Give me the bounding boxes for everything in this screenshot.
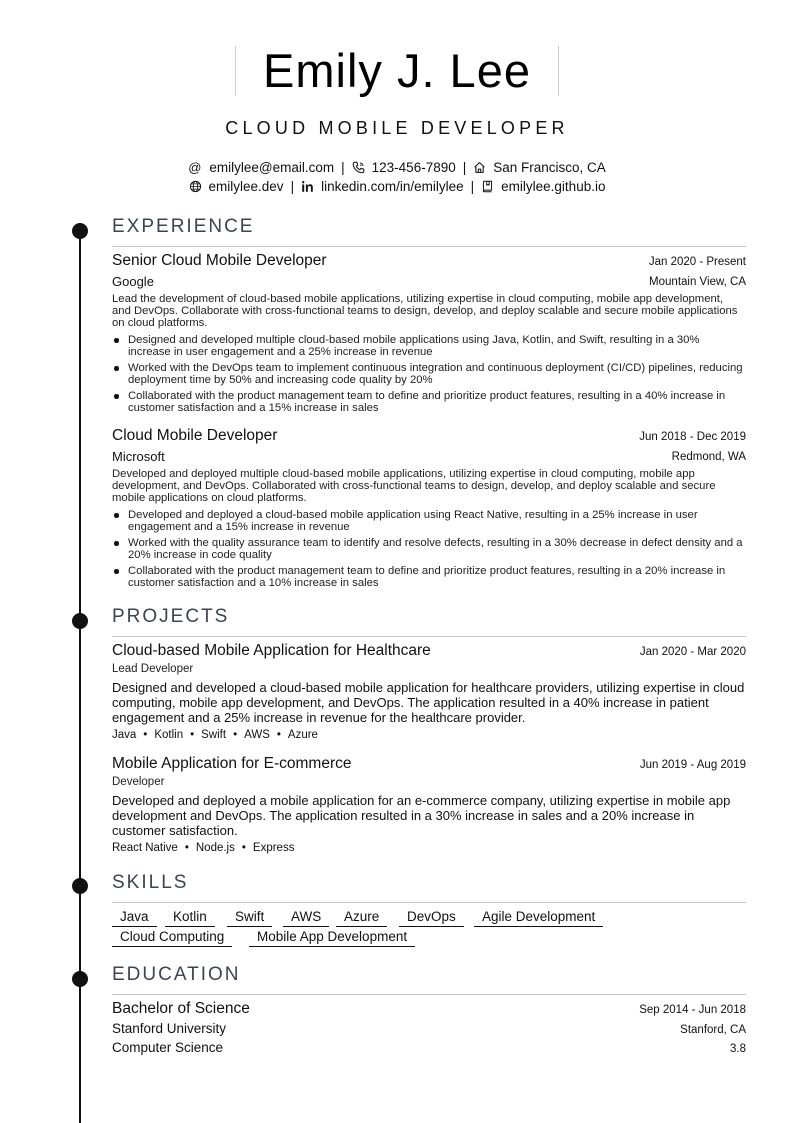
skill-tag: Swift	[227, 909, 272, 927]
timeline-dot-projects	[72, 613, 88, 629]
contact-separator: |	[470, 179, 475, 194]
github-text: emilylee.github.io	[501, 179, 606, 194]
company-name: Microsoft	[112, 449, 165, 464]
section-divider	[112, 246, 746, 247]
job-location: Redmond, WA	[671, 451, 746, 463]
location-text: San Francisco, CA	[493, 160, 606, 175]
tech-item: Swift	[201, 729, 227, 741]
job-summary: Developed and deployed multiple cloud-based mobile applications, utilizing expertise in cloud computing, mobile app development, and DevOps. Collaborated with cross-functional teams to design, develop, and deploy scalable and secure mobile applications on cloud platforms.	[112, 468, 716, 505]
repository-icon	[481, 180, 494, 193]
phone-contact[interactable]	[352, 159, 456, 177]
project-description: Designed and developed a cloud-based mobile application for healthcare providers, utilizing expertise in cloud computing, mobile app development, and DevOps. The application resulted in a 40% increase in patient engagement and a 25% increase in revenue for the healthcare provider.	[112, 680, 745, 725]
job-summary: Lead the development of cloud-based mobile applications, utilizing expertise in cloud computing, mobile app development, and DevOps. Collaborate with cross-functional teams to design, develop, and deploy scalable and secure mobile applications on cloud platforms.	[112, 293, 738, 330]
school-location: Stanford, CA	[680, 1024, 746, 1036]
contact-line-1	[0, 159, 794, 177]
section-divider	[112, 994, 746, 995]
tech-separator: •	[276, 729, 281, 741]
email-text: emilylee@email.com	[209, 160, 335, 175]
timeline-dot-education	[72, 971, 88, 987]
tech-separator: •	[143, 729, 148, 741]
skill-tag: Agile Development	[474, 909, 603, 927]
list-item: Worked with the quality assurance team to identify and resolve defects, resulting in a 30% decrease in defect density and a 20% increase in code quality	[112, 537, 744, 561]
field-of-study: Computer Science	[112, 1040, 224, 1055]
school-name: Stanford University	[112, 1021, 227, 1036]
skill-tag: Mobile App Development	[249, 929, 415, 947]
tech-separator: •	[233, 729, 238, 741]
degree-name: Bachelor of Science	[112, 1000, 250, 1017]
phone-icon	[352, 161, 365, 174]
email-contact[interactable]	[188, 159, 334, 177]
tech-item: Express	[252, 842, 295, 854]
project-role: Developer	[112, 776, 165, 788]
tech-item: Java	[112, 729, 137, 741]
website-contact[interactable]	[189, 178, 284, 196]
skill-tag: AWS	[283, 909, 329, 927]
project-tech-list	[112, 842, 294, 854]
project-role: Lead Developer	[112, 663, 194, 675]
globe-icon	[189, 180, 202, 193]
tech-separator: •	[241, 842, 246, 854]
project-dates: Jun 2019 - Aug 2019	[639, 759, 746, 771]
gpa-value: 3.8	[730, 1043, 746, 1055]
job-dates: Jun 2018 - Dec 2019	[639, 431, 746, 443]
home-icon	[473, 161, 486, 174]
contact-line-2	[0, 178, 794, 196]
timeline-line	[79, 230, 81, 1123]
list-item: Collaborated with the product management team to define and prioritize product features, resulting in a 20% increase in customer satisfaction and a 10% increase in sales	[112, 565, 744, 589]
job-title: Senior Cloud Mobile Developer	[112, 252, 327, 269]
project-description: Developed and deployed a mobile application for an e-commerce company, utilizing expertise in mobile app development and DevOps. The application resulted in a 30% increase in sales and a 20% increase in customer satisfaction.	[112, 793, 731, 838]
contact-separator: |	[462, 160, 467, 175]
section-title-experience: EXPERIENCE	[112, 216, 255, 237]
tech-separator: •	[190, 729, 195, 741]
skill-tag: DevOps	[399, 909, 464, 927]
job-bullets	[112, 509, 744, 593]
section-title-skills: SKILLS	[112, 872, 189, 893]
project-title: Mobile Application for E-commerce	[112, 755, 352, 772]
phone-text: 123-456-7890	[371, 160, 456, 175]
skill-tag: Kotlin	[165, 909, 215, 927]
skill-tag: Java	[112, 909, 157, 927]
job-role-title: CLOUD MOBILE DEVELOPER	[225, 118, 569, 138]
section-divider	[112, 636, 746, 637]
company-name: Google	[112, 274, 154, 289]
section-title-education: EDUCATION	[112, 964, 241, 985]
skill-tag: Cloud Computing	[112, 929, 232, 947]
linkedin-contact[interactable]	[301, 178, 464, 196]
project-tech-list	[112, 729, 318, 741]
tech-item: Azure	[287, 729, 318, 741]
tech-item: Kotlin	[154, 729, 184, 741]
section-title-projects: PROJECTS	[112, 606, 230, 627]
linkedin-icon	[301, 180, 314, 193]
project-title: Cloud-based Mobile Application for Healthcare	[112, 642, 431, 659]
tech-item: AWS	[244, 729, 270, 741]
at-icon: @	[188, 160, 202, 175]
list-item: Developed and deployed a cloud-based mobile application using React Native, resulting in a 25% increase in user engagement and a 15% increase in revenue	[112, 509, 744, 533]
job-bullets	[112, 334, 744, 418]
website-text: emilylee.dev	[208, 179, 284, 194]
skill-tag: Azure	[336, 909, 387, 927]
contact-separator: |	[341, 160, 345, 175]
project-dates: Jan 2020 - Mar 2020	[639, 646, 746, 658]
job-title: Cloud Mobile Developer	[112, 427, 278, 444]
location-contact	[473, 159, 606, 177]
tech-item: React Native	[112, 842, 178, 854]
contact-separator: |	[290, 179, 295, 194]
tech-separator: •	[184, 842, 189, 854]
github-contact[interactable]	[481, 178, 605, 196]
linkedin-text: linkedin.com/in/emilylee	[321, 179, 464, 194]
list-item: Worked with the DevOps team to implement continuous integration and continuous deployment (CI/CD) pipelines, reducing deployment time by 50% and increasing code quality by 20%	[112, 362, 744, 386]
timeline-dot-skills	[72, 878, 88, 894]
job-dates: Jan 2020 - Present	[648, 256, 746, 268]
section-divider	[112, 902, 746, 903]
job-location: Mountain View, CA	[649, 276, 746, 288]
timeline-dot-experience	[72, 223, 88, 239]
list-item: Designed and developed multiple cloud-based mobile applications using Java, Kotlin, and Swift, resulting in a 30% increase in user engagement and a 25% increase in revenue	[112, 334, 744, 358]
education-dates: Sep 2014 - Jun 2018	[639, 1004, 746, 1016]
candidate-name: Emily J. Lee	[263, 44, 531, 97]
tech-item: Node.js	[195, 842, 235, 854]
header-name-frame	[235, 46, 559, 96]
list-item: Collaborated with the product management team to define and prioritize product features, resulting in a 40% increase in customer satisfaction and a 15% increase in sales	[112, 390, 744, 414]
